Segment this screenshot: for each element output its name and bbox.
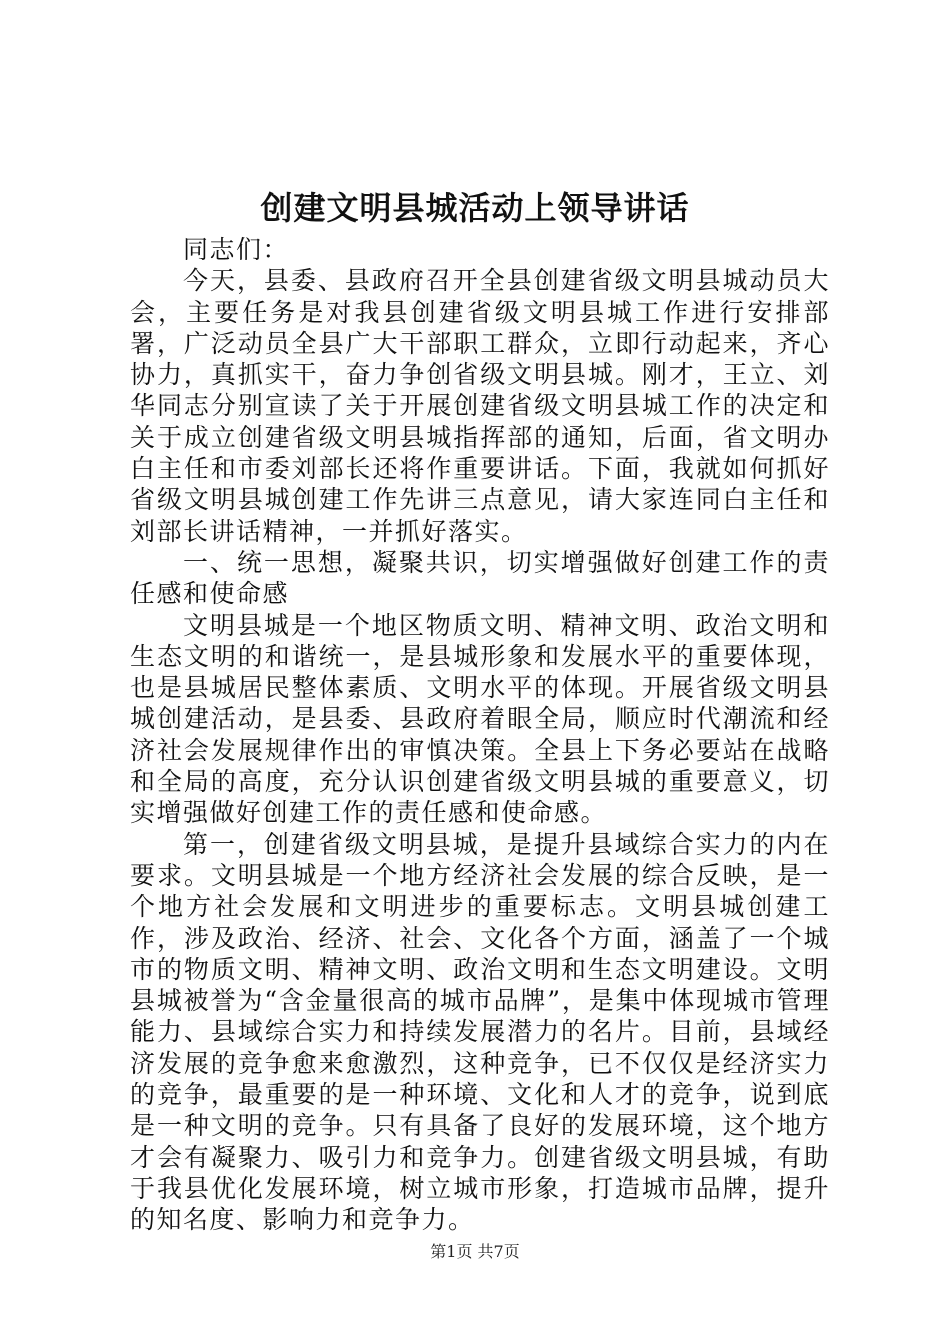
salutation-paragraph: 同志们： [183,235,290,264]
body-paragraph: 文明县城是一个地区物质文明、精神文明、政治文明和生态文明的和谐统一，是县城形象和发展水平的重要体现，也是县城居民整体素质、文明水平的体现。开展省级文明县城创建活动，是县委、县政府着眼全局，顺应时代潮流和经济社会发展规律作出的审慎决策。全县上下务必要站在战略和全局的高度，充分认识创建省级文明县城的重要意义，切实增强做好创建工作的责任感和使命感。 [130,610,830,828]
body-paragraph: 第一，创建省级文明县城，是提升县域综合实力的内在要求。文明县城是一个地方经济社会发展的综合反映，是一个地方社会发展和文明进步的重要标志。文明县城创建工作，涉及政治、经济、社会、文化各个方面，涵盖了一个城市的物质文明、精神文明、政治文明和生态文明建设。文明县城被誉为“含金量很高的城市品牌”，是集中体现城市管理能力、县域综合实力和持续发展潜力的名片。目前，县域经济发展的竞争愈来愈激烈，这种竞争，已不仅仅是经济实力的竞争，最重要的是一种环境、文化和人才的竞争，说到底是一种文明的竞争。只有具备了良好的发展环境，这个地方才会有凝聚力、吸引力和竞争力。创建省级文明县城，有助于我县优化发展环境，树立城市形象，打造城市品牌，提升的知名度、影响力和竞争力。 [130,829,830,1235]
intro-paragraph: 今天，县委、县政府召开全县创建省级文明县城动员大会，主要任务是对我县创建省级文明县城工作进行安排部署，广泛动员全县广大干部职工群众，立即行动起来，齐心协力，真抓实干，奋力争创省级文明县城。刚才，王立、刘华同志分别宣读了关于开展创建省级文明县城工作的决定和关于成立创建省级文明县城指挥部的通知，后面，省文明办白主任和市委刘部长还将作重要讲话。下面，我就如何抓好省级文明县城创建工作先讲三点意见，请大家连同白主任和刘部长讲话精神，一并抓好落实。 [130,266,830,546]
page-number-footer: 第1页 共7页 [430,1242,520,1261]
section-heading: 一、统一思想，凝聚共识，切实增强做好创建工作的责任感和使命感 [130,547,830,609]
document-title: 创建文明县城活动上领导讲话 [260,189,690,227]
document-body [130,234,830,1236]
